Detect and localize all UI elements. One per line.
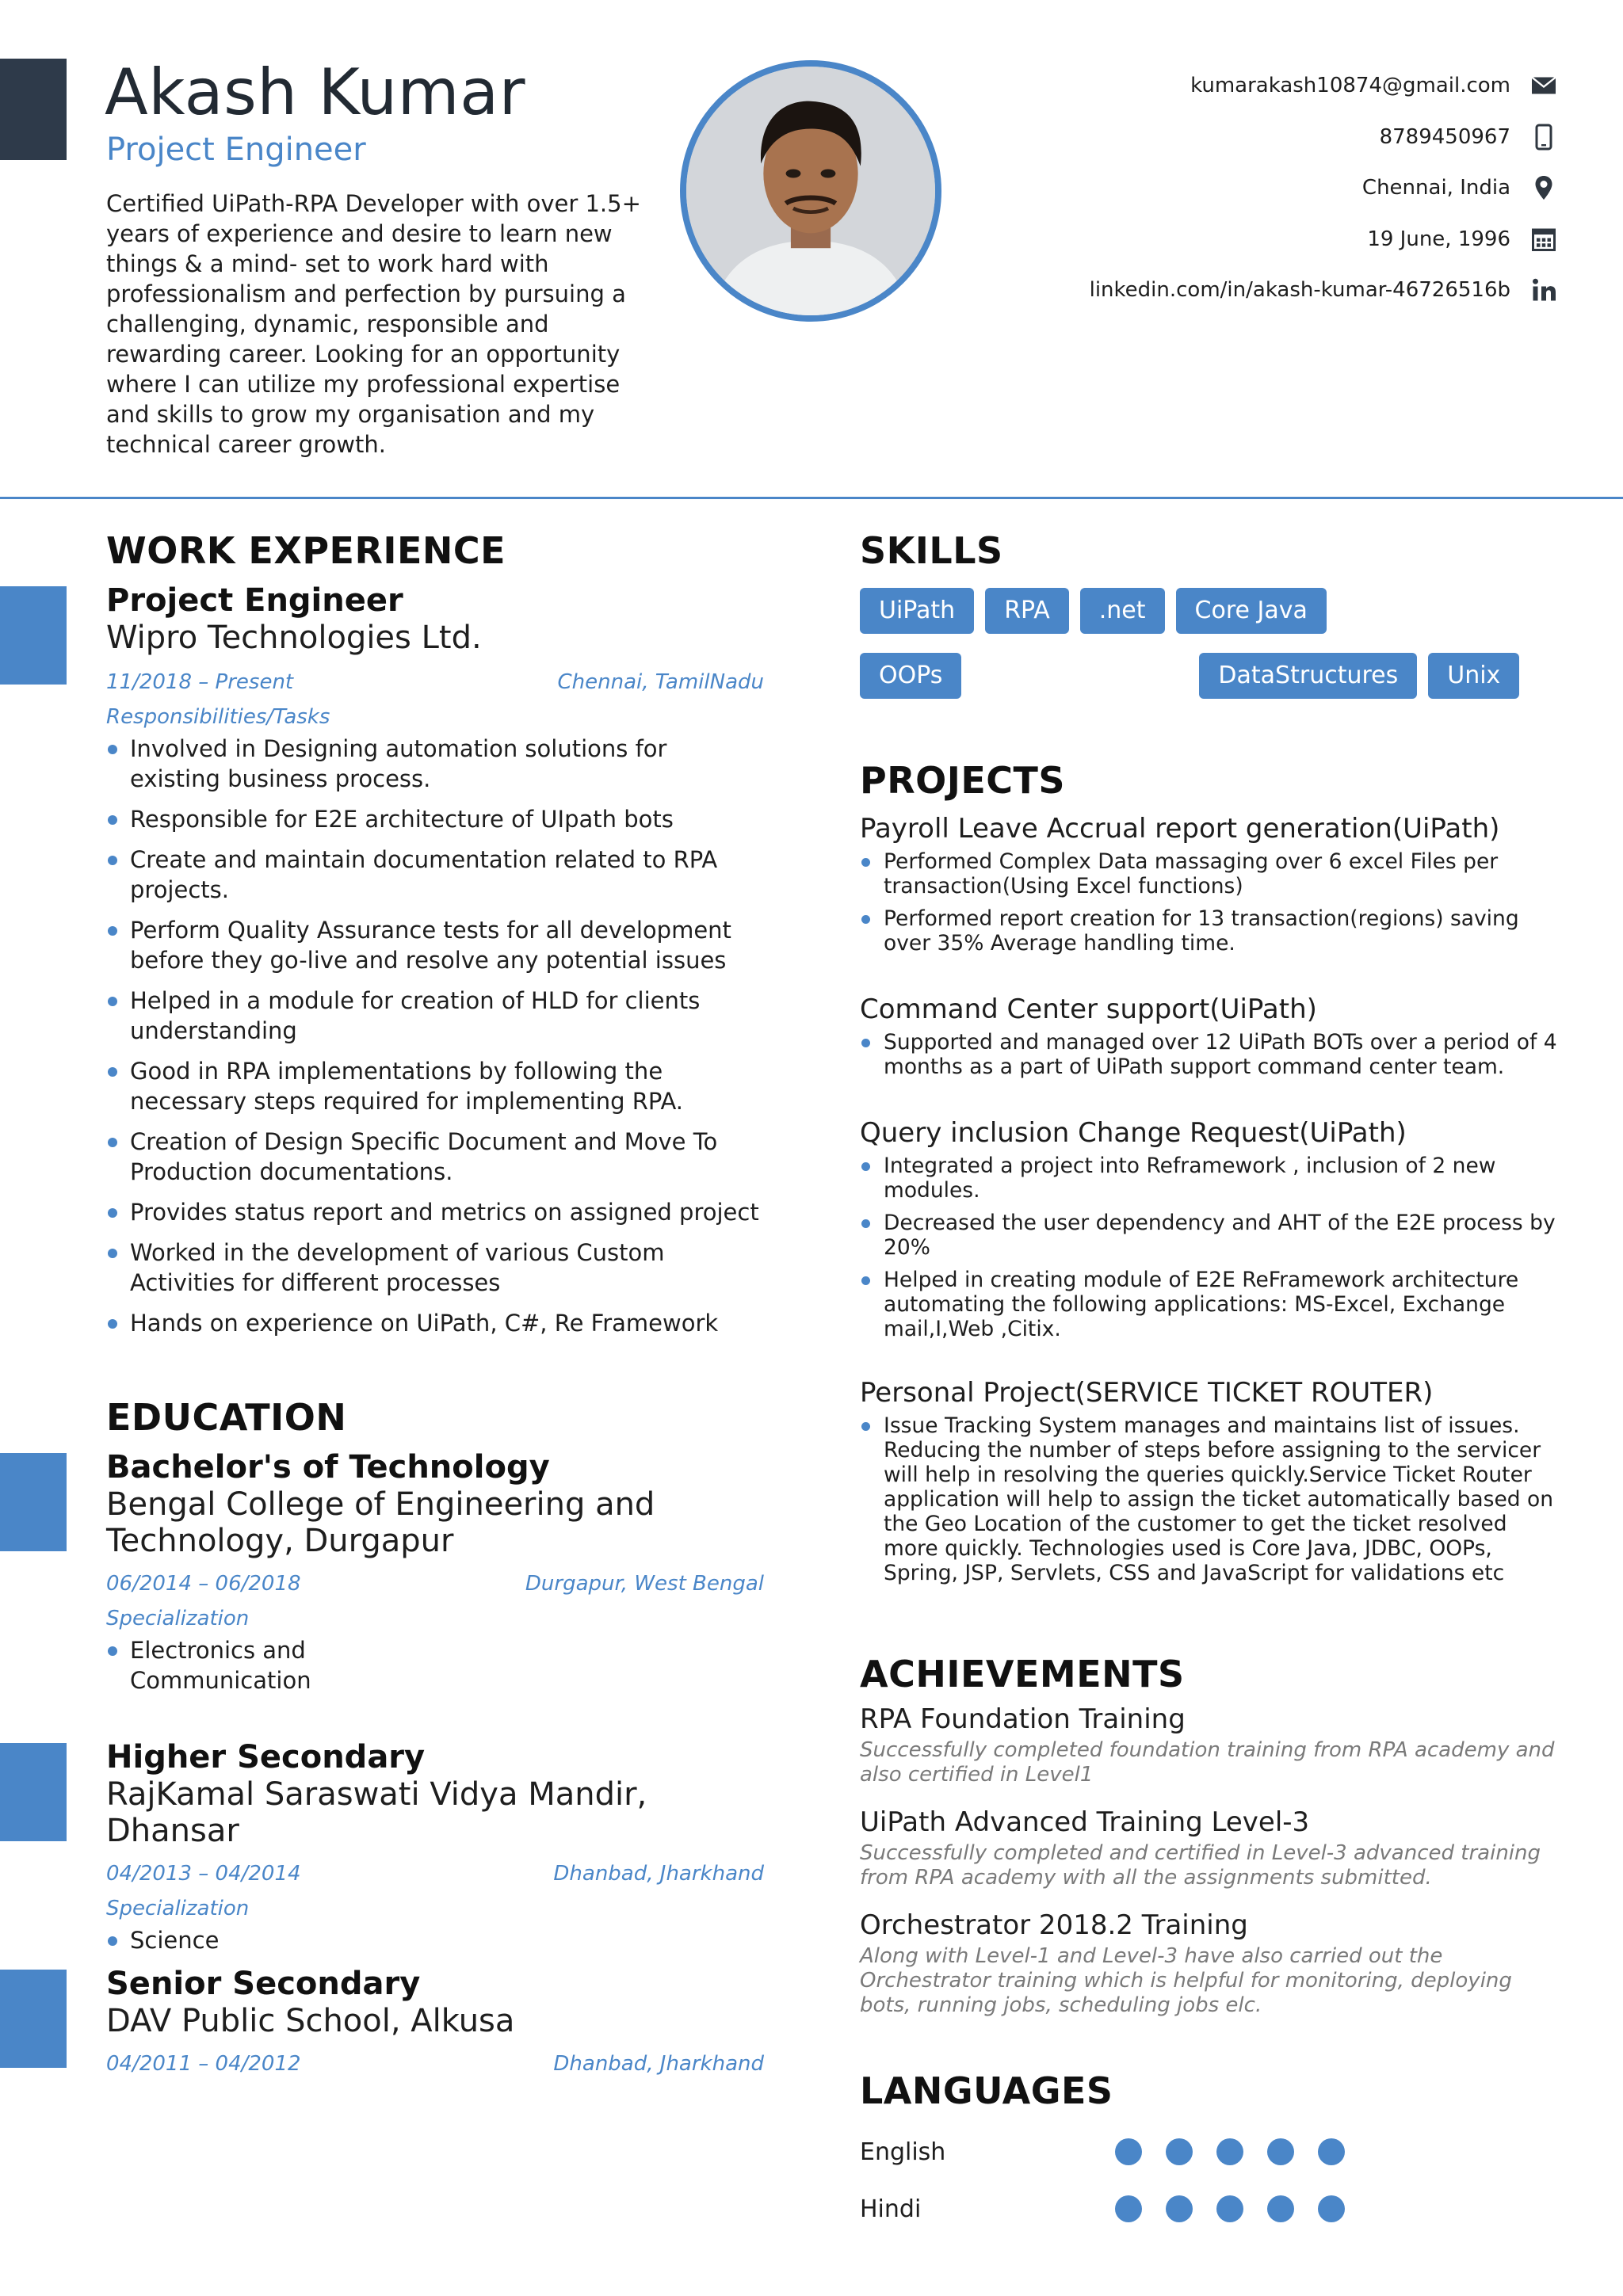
- education-dates: 04/2011 – 04/2012: [106, 2052, 301, 2076]
- list-item: Helped in creating module of E2E ReFramework architecture automating the following applications: MS-Excel, Exchange mail,I,Web ,Citix.: [860, 1268, 1565, 1341]
- education-entry-bar: [0, 1970, 67, 2068]
- achievement-desc: Along with Level-1 and Level-3 have also carried out the Orchestrator training which is helpful for monitoring, deploying bots, running jobs, scheduling jobs elc.: [860, 1944, 1512, 2017]
- list-item: Performed report creation for 13 transaction(regions) saving over 35% Average handling time.: [860, 906, 1565, 955]
- education-meta: [106, 2052, 764, 2076]
- email-icon: [1528, 70, 1560, 101]
- language-level: [1115, 2138, 1369, 2165]
- list-item: Provides status report and metrics on assigned project: [106, 1197, 764, 1227]
- skill-tag: Unix: [1428, 653, 1519, 699]
- education-entry-bar: [0, 1453, 67, 1551]
- education-sub: Specialization: [106, 1607, 250, 1630]
- skill-tag: .net: [1080, 588, 1165, 634]
- contact-location: [989, 162, 1560, 214]
- proficiency-dot: [1267, 2138, 1294, 2165]
- education-location: Dhanbad, Jharkhand: [553, 2052, 764, 2076]
- skill-tag: Core Java: [1176, 588, 1327, 634]
- project-entry: [860, 813, 1565, 963]
- project-bullets: [860, 1413, 1565, 1585]
- education-bullets: [106, 1635, 344, 1695]
- list-item: Integrated a project into Reframework , inclusion of 2 new modules.: [860, 1154, 1565, 1203]
- proficiency-dot: [1216, 2195, 1243, 2222]
- work-meta: [106, 670, 764, 694]
- contact-birthdate: [989, 214, 1560, 265]
- education-dates: 04/2013 – 04/2014: [106, 1862, 301, 1886]
- name-accent-bar: [0, 59, 67, 160]
- profile-photo: [680, 60, 941, 322]
- project-entry: [860, 1377, 1565, 1593]
- contact-list: [989, 60, 1560, 316]
- education-title: Higher Secondary: [106, 1739, 426, 1775]
- proficiency-dot: [1318, 2138, 1345, 2165]
- education-location: Durgapur, West Bengal: [525, 1572, 764, 1596]
- list-item: Decreased the user dependency and AHT of the E2E process by 20%: [860, 1211, 1565, 1260]
- phone-icon: [1528, 121, 1560, 153]
- proficiency-dot: [1166, 2195, 1193, 2222]
- languages-heading: LANGUAGES: [860, 2069, 1113, 2112]
- skill-tag: DataStructures: [1199, 653, 1417, 699]
- language-name: English: [860, 2138, 946, 2166]
- project-title: Query inclusion Change Request(UiPath): [860, 1117, 1407, 1149]
- header-divider: [0, 497, 1623, 499]
- language-name: Hindi: [860, 2195, 922, 2223]
- project-entry: [860, 994, 1565, 1087]
- skills-list: [860, 588, 1573, 718]
- contact-linkedin[interactable]: [989, 265, 1560, 316]
- location-icon: [1528, 172, 1560, 204]
- candidate-role: Project Engineer: [106, 132, 366, 168]
- contact-location-text: Chennai, India: [1361, 176, 1510, 200]
- education-entry: [106, 1738, 764, 1966]
- list-item: Science: [106, 1925, 764, 1955]
- list-item: Electronics and Communication: [106, 1635, 344, 1695]
- education-meta: [106, 1862, 764, 1886]
- contact-phone[interactable]: [989, 112, 1560, 163]
- summary-text: Certified UiPath-RPA Developer with over 1.5+ years of experience and desire to learn new things & a mind- set to work hard with professionalism and perfection by pursuing a challenging, dynamic, responsible and rewarding career. Looking for an opportunity where I can utilize my professional expertise and skills to grow my organisation and my technical career growth.: [106, 190, 641, 458]
- language-row: [860, 2136, 1430, 2168]
- project-bullets: [860, 1154, 1565, 1341]
- education-entry-bar: [0, 1743, 67, 1841]
- work-entry-bar: [0, 586, 67, 685]
- list-item: Supported and managed over 12 UiPath BOTs over a period of 4 months as a part of UiPath support command center team.: [860, 1030, 1565, 1079]
- work-bullets: [106, 734, 764, 1338]
- achievement-desc: Successfully completed foundation training from RPA academy and also certified in Level1: [860, 1738, 1555, 1787]
- contact-email-text[interactable]: kumarakash10874@gmail.com: [1190, 74, 1510, 98]
- projects-heading: PROJECTS: [860, 759, 1066, 802]
- contact-birthdate-text: 19 June, 1996: [1367, 227, 1510, 251]
- list-item: Create and maintain documentation related to RPA projects.: [106, 845, 764, 905]
- education-sub: Specialization: [106, 1897, 250, 1920]
- achievement-title: UiPath Advanced Training Level-3: [860, 1806, 1310, 1838]
- project-bullets: [860, 1030, 1565, 1079]
- candidate-name: Akash Kumar: [105, 55, 526, 129]
- language-row: [860, 2193, 1430, 2225]
- work-dates: 11/2018 – Present: [106, 670, 294, 694]
- contact-linkedin-text[interactable]: linkedin.com/in/akash-kumar-46726516b: [1089, 278, 1510, 303]
- proficiency-dot: [1318, 2195, 1345, 2222]
- list-item: Good in RPA implementations by following the necessary steps required for implementing RPA.: [106, 1056, 764, 1116]
- project-entry: [860, 1117, 1565, 1349]
- achievement-entry: [860, 1806, 1565, 1890]
- skill-tag: OOPs: [860, 653, 961, 699]
- list-item: Worked in the development of various Custom Activities for different processes: [106, 1238, 764, 1298]
- list-item: Hands on experience on UiPath, C#, Re Framework: [106, 1308, 764, 1338]
- proficiency-dot: [1216, 2138, 1243, 2165]
- project-title: Personal Project(SERVICE TICKET ROUTER): [860, 1377, 1434, 1409]
- list-item: Performed Complex Data massaging over 6 excel Files per transaction(Using Excel functions): [860, 849, 1565, 898]
- linkedin-icon: [1528, 274, 1560, 306]
- education-org: DAV Public School, Alkusa: [106, 2003, 515, 2039]
- language-level: [1115, 2195, 1369, 2222]
- education-bullets: [106, 1925, 764, 1955]
- work-org: Wipro Technologies Ltd.: [106, 620, 482, 656]
- proficiency-dot: [1166, 2138, 1193, 2165]
- education-title: Senior Secondary: [106, 1966, 421, 2002]
- proficiency-dot: [1115, 2195, 1142, 2222]
- skills-heading: SKILLS: [860, 529, 1003, 572]
- achievement-title: Orchestrator 2018.2 Training: [860, 1909, 1248, 1941]
- achievement-entry: [860, 1703, 1565, 1787]
- skill-tag: UiPath: [860, 588, 974, 634]
- project-bullets: [860, 849, 1565, 955]
- education-meta: [106, 1572, 764, 1596]
- list-item: Helped in a module for creation of HLD for clients understanding: [106, 986, 764, 1046]
- achievement-desc: Successfully completed and certified in Level-3 advanced training from RPA academy with all the assignments submitted.: [860, 1841, 1541, 1890]
- achievements-heading: ACHIEVEMENTS: [860, 1653, 1185, 1695]
- education-entry: [106, 1448, 764, 1706]
- proficiency-dot: [1115, 2138, 1142, 2165]
- achievement-title: RPA Foundation Training: [860, 1703, 1186, 1735]
- project-title: Payroll Leave Accrual report generation(UiPath): [860, 813, 1500, 845]
- list-item: Perform Quality Assurance tests for all development before they go-live and resolve any potential issues: [106, 915, 764, 975]
- work-location: Chennai, TamilNadu: [557, 670, 764, 694]
- education-title: Bachelor's of Technology: [106, 1449, 550, 1486]
- list-item: Creation of Design Specific Document and Move To Production documentations.: [106, 1127, 764, 1187]
- contact-email[interactable]: [989, 60, 1560, 112]
- list-item: Issue Tracking System manages and maintains list of issues. Reducing the number of steps before assigning to the servicer will help in resolving the queries quickly.Service Ticket Router application will help to assign the ticket automatically based on the Geo Location of the customer to get the ticket resolved more quickly. Technologies used is Core Java, JDBC, OOPs, Spring, JSP, Servlets, CSS and JavaScript for validations etc: [860, 1413, 1565, 1585]
- calendar-icon: [1528, 223, 1560, 255]
- proficiency-dot: [1267, 2195, 1294, 2222]
- education-org: RajKamal Saraswati Vidya Mandir, Dhansar: [106, 1776, 647, 1849]
- list-item: Responsible for E2E architecture of UIpath bots: [106, 804, 764, 834]
- education-dates: 06/2014 – 06/2018: [106, 1572, 301, 1596]
- education-entry: [106, 1965, 764, 2076]
- education-org: Bengal College of Engineering and Technology, Durgapur: [106, 1486, 655, 1559]
- skill-tag: RPA: [985, 588, 1069, 634]
- work-entry: [106, 582, 764, 1348]
- education-heading: EDUCATION: [106, 1396, 347, 1439]
- achievement-entry: [860, 1909, 1565, 2018]
- education-location: Dhanbad, Jharkhand: [553, 1862, 764, 1886]
- list-item: Involved in Designing automation solutions for existing business process.: [106, 734, 764, 794]
- work-sub: Responsibilities/Tasks: [106, 705, 330, 729]
- project-title: Command Center support(UiPath): [860, 994, 1317, 1025]
- work-experience-heading: WORK EXPERIENCE: [106, 529, 506, 572]
- work-title: Project Engineer: [106, 582, 403, 619]
- contact-phone-text[interactable]: 8789450967: [1379, 124, 1510, 149]
